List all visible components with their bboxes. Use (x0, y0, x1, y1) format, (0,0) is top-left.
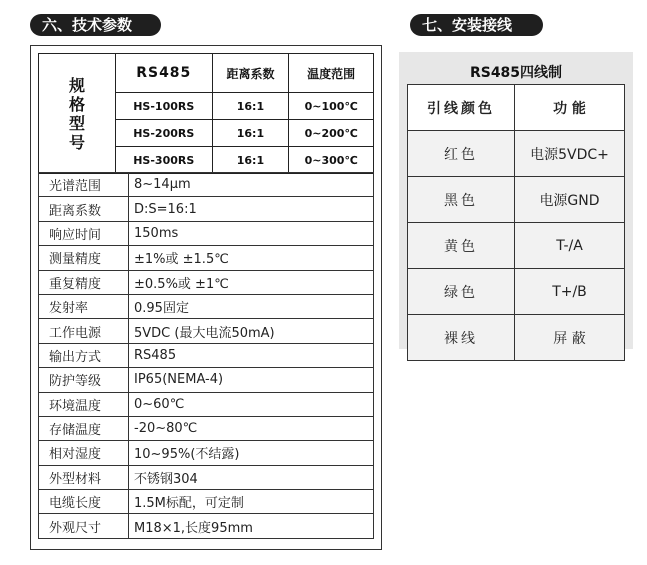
model-label-char: 型 (68, 113, 85, 133)
wire-color: 裸线 (408, 315, 515, 361)
tech-params-panel (30, 45, 382, 550)
spec-key: 测量精度 (39, 246, 129, 270)
wiring-table (407, 84, 625, 361)
spec-row (39, 514, 374, 538)
model-label-cell (39, 54, 116, 174)
spec-key: 外型材料 (39, 465, 129, 489)
spec-key: 环境温度 (39, 392, 129, 416)
spec-value: RS485 (129, 343, 374, 367)
wiring-header-row (408, 85, 625, 131)
spec-key: 发射率 (39, 294, 129, 318)
model-label-char: 号 (68, 132, 85, 152)
spec-value: IP65(NEMA-4) (129, 368, 374, 392)
spec-row (39, 221, 374, 245)
spec-key: 存储温度 (39, 416, 129, 440)
wire-color: 红色 (408, 131, 515, 177)
spec-value: D:S=16:1 (129, 197, 374, 221)
spec-value: 5VDC (最大电流50mA) (129, 319, 374, 343)
spec-row (39, 173, 374, 197)
model-table-header-row (39, 54, 374, 93)
wiring-row (408, 177, 625, 223)
spec-row (39, 197, 374, 221)
spec-value: 0~60℃ (129, 392, 374, 416)
spec-value: 150ms (129, 221, 374, 245)
spec-key: 输出方式 (39, 343, 129, 367)
model-distance: 16:1 (212, 147, 289, 174)
spec-row (39, 416, 374, 440)
wiring-title: RS485四线制 (469, 65, 563, 81)
wire-function: 电源5VDC+ (515, 131, 625, 177)
spec-key: 响应时间 (39, 221, 129, 245)
spec-key: 工作电源 (39, 319, 129, 343)
spec-key: 重复精度 (39, 270, 129, 294)
model-name: HS-200RS (116, 120, 213, 147)
spec-row (39, 294, 374, 318)
spec-value: ±0.5%或 ±1℃ (129, 270, 374, 294)
wire-color: 黄色 (408, 223, 515, 269)
spec-key: 防护等级 (39, 368, 129, 392)
model-header-distance: 距离系数 (212, 54, 289, 93)
spec-key: 电缆长度 (39, 490, 129, 514)
spec-value: 不锈钢304 (129, 465, 374, 489)
wiring-row (408, 223, 625, 269)
model-temp-range: 0~100℃ (289, 93, 374, 120)
model-temp-range: 0~200℃ (289, 120, 374, 147)
section-badge-wiring: 七、安装接线 (410, 14, 543, 36)
wiring-row (408, 131, 625, 177)
wiring-header-function: 功 能 (515, 85, 625, 131)
wire-function: T-/A (515, 223, 625, 269)
model-header-temp-range: 温度范围 (289, 54, 374, 93)
model-label-char: 格 (68, 94, 85, 114)
wire-color: 绿色 (408, 269, 515, 315)
model-temp-range: 0~300℃ (289, 147, 374, 174)
wire-color: 黑色 (408, 177, 515, 223)
spec-row (39, 246, 374, 270)
spec-key: 距离系数 (39, 197, 129, 221)
spec-row (39, 319, 374, 343)
model-distance: 16:1 (212, 120, 289, 147)
wire-function: T+/B (515, 269, 625, 315)
spec-row (39, 270, 374, 294)
wiring-row (408, 315, 625, 361)
spec-value: 8~14μm (129, 173, 374, 197)
spec-table (38, 172, 374, 539)
spec-key: 相对湿度 (39, 441, 129, 465)
spec-key: 光谱范围 (39, 173, 129, 197)
spec-row (39, 465, 374, 489)
wiring-row (408, 269, 625, 315)
spec-row (39, 490, 374, 514)
wire-function: 屏 蔽 (515, 315, 625, 361)
model-table (38, 53, 374, 174)
model-label (40, 76, 114, 152)
spec-value: M18×1,长度95mm (129, 514, 374, 538)
spec-value: 10~95%(不结露) (129, 441, 374, 465)
model-name: HS-300RS (116, 147, 213, 174)
spec-row (39, 368, 374, 392)
spec-value: ±1%或 ±1.5℃ (129, 246, 374, 270)
spec-value: 1.5M标配，可定制 (129, 490, 374, 514)
model-header-output: RS485 (116, 54, 213, 93)
model-label-char: 规 (68, 75, 85, 95)
spec-row (39, 441, 374, 465)
spec-row (39, 343, 374, 367)
wire-function: 电源GND (515, 177, 625, 223)
wiring-panel (399, 52, 633, 349)
spec-row (39, 392, 374, 416)
spec-key: 外观尺寸 (39, 514, 129, 538)
model-name: HS-100RS (116, 93, 213, 120)
spec-value: 0.95固定 (129, 294, 374, 318)
wiring-header-color: 引线颜色 (408, 85, 515, 131)
section-badge-tech-params: 六、技术参数 (30, 14, 161, 36)
model-distance: 16:1 (212, 93, 289, 120)
spec-value: -20~80℃ (129, 416, 374, 440)
